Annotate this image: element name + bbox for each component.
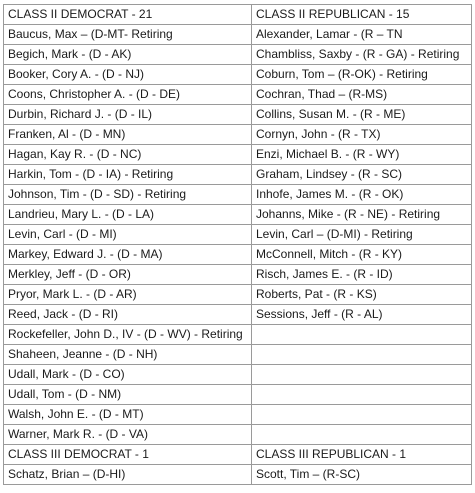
democrat-cell: Shaheen, Jeanne - (D - NH) (4, 345, 252, 365)
table-row (4, 205, 472, 225)
republican-cell: Sessions, Jeff - (R - AL) (252, 305, 472, 325)
republican-cell (252, 345, 472, 365)
table-row (4, 445, 472, 465)
republican-cell: CLASS II REPUBLICAN - 15 (252, 5, 472, 25)
senate-class-table-container (3, 4, 472, 485)
democrat-cell: Baucus, Max – (D-MT- Retiring (4, 25, 252, 45)
table-row (4, 165, 472, 185)
table-row (4, 285, 472, 305)
republican-cell: Coburn, Tom – (R-OK) - Retiring (252, 65, 472, 85)
republican-cell: Levin, Carl – (D-MI) - Retiring (252, 225, 472, 245)
republican-cell: Risch, James E. - (R - ID) (252, 265, 472, 285)
democrat-cell: Booker, Cory A. - (D - NJ) (4, 65, 252, 85)
republican-cell: Cornyn, John - (R - TX) (252, 125, 472, 145)
table-row (4, 245, 472, 265)
democrat-cell: Levin, Carl - (D - MI) (4, 225, 252, 245)
democrat-cell: Franken, Al - (D - MN) (4, 125, 252, 145)
democrat-cell: CLASS II DEMOCRAT - 21 (4, 5, 252, 25)
democrat-cell: Johnson, Tim - (D - SD) - Retiring (4, 185, 252, 205)
democrat-cell: Pryor, Mark L. - (D - AR) (4, 285, 252, 305)
democrat-cell: Udall, Tom - (D - NM) (4, 385, 252, 405)
democrat-cell: Landrieu, Mary L. - (D - LA) (4, 205, 252, 225)
republican-cell: Inhofe, James M. - (R - OK) (252, 185, 472, 205)
table-row (4, 325, 472, 345)
republican-cell: McConnell, Mitch - (R - KY) (252, 245, 472, 265)
republican-cell (252, 425, 472, 445)
table-row (4, 185, 472, 205)
democrat-cell: CLASS III DEMOCRAT - 1 (4, 445, 252, 465)
table-body (4, 5, 472, 485)
republican-cell: Alexander, Lamar - (R – TN (252, 25, 472, 45)
democrat-cell: Merkley, Jeff - (D - OR) (4, 265, 252, 285)
republican-cell: Scott, Tim – (R-SC) (252, 465, 472, 485)
table-row (4, 365, 472, 385)
democrat-cell: Coons, Christopher A. - (D - DE) (4, 85, 252, 105)
democrat-cell: Warner, Mark R. - (D - VA) (4, 425, 252, 445)
republican-cell: Graham, Lindsey - (R - SC) (252, 165, 472, 185)
table-row (4, 145, 472, 165)
democrat-cell: Markey, Edward J. - (D - MA) (4, 245, 252, 265)
democrat-cell: Udall, Mark - (D - CO) (4, 365, 252, 385)
democrat-cell: Durbin, Richard J. - (D - IL) (4, 105, 252, 125)
table-row (4, 125, 472, 145)
democrat-cell: Reed, Jack - (D - RI) (4, 305, 252, 325)
republican-cell (252, 325, 472, 345)
republican-cell: Johanns, Mike - (R - NE) - Retiring (252, 205, 472, 225)
republican-cell (252, 405, 472, 425)
democrat-cell: Rockefeller, John D., IV - (D - WV) - Retiring (4, 325, 252, 345)
table-row (4, 225, 472, 245)
republican-cell (252, 385, 472, 405)
table-row (4, 65, 472, 85)
table-row (4, 5, 472, 25)
democrat-cell: Hagan, Kay R. - (D - NC) (4, 145, 252, 165)
republican-cell: CLASS III REPUBLICAN - 1 (252, 445, 472, 465)
table-row (4, 305, 472, 325)
democrat-cell: Walsh, John E. - (D - MT) (4, 405, 252, 425)
republican-cell: Enzi, Michael B. - (R - WY) (252, 145, 472, 165)
republican-cell: Collins, Susan M. - (R - ME) (252, 105, 472, 125)
table-row (4, 25, 472, 45)
republican-cell: Roberts, Pat - (R - KS) (252, 285, 472, 305)
table-row (4, 425, 472, 445)
democrat-cell: Begich, Mark - (D - AK) (4, 45, 252, 65)
table-row (4, 345, 472, 365)
table-row (4, 465, 472, 485)
democrat-cell: Harkin, Tom - (D - IA) - Retiring (4, 165, 252, 185)
republican-cell: Cochran, Thad – (R-MS) (252, 85, 472, 105)
table-row (4, 105, 472, 125)
table-row (4, 405, 472, 425)
table-row (4, 85, 472, 105)
democrat-cell: Schatz, Brian – (D-HI) (4, 465, 252, 485)
table-row (4, 265, 472, 285)
senate-class-table (3, 4, 472, 485)
republican-cell: Chambliss, Saxby - (R - GA) - Retiring (252, 45, 472, 65)
table-row (4, 385, 472, 405)
table-row (4, 45, 472, 65)
republican-cell (252, 365, 472, 385)
